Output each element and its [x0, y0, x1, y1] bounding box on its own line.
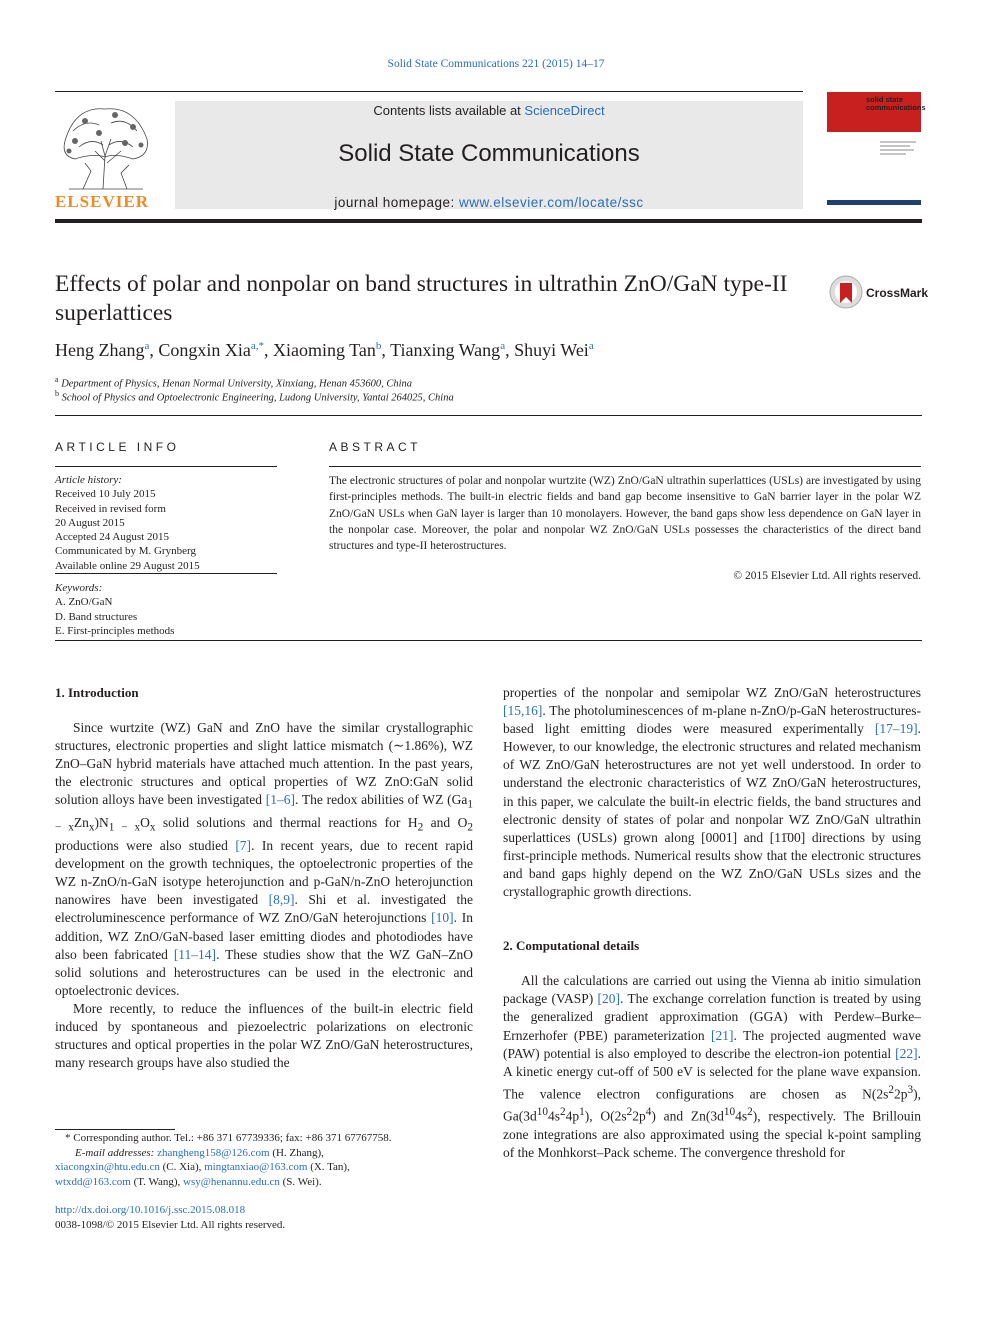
- corresponding-note: * Corresponding author. Tel.: +86 371 67739336; fax: +86 371 67767758.: [65, 1132, 392, 1144]
- comp-paragraph-1: All the calculations are carried out using the Vienna ab initio simulation package (VASP) [20]. The exchange correlation function is treated by using the generalized gradient approximation (GGA) with Perdew–Burke–Ernzerhofer (PBE) parameterization [21]. The projected augmented wave (PAW) potential is also employed to describe the electron-ion potential [22]. A kinetic energy cut-off of 500 eV is selected for the plane wave expansion. The valence electron configurations are chosen as $N(2s^22p^3)$, $Ga(3d^{10}4s^24p^1)$, $O(2s^22p^4)$ and $Zn(3d^{10}4s^2)$, respectively. The Brillouin zone integrations are also approximated using the special k-point sampling of the Monhkorst–Pack scheme. The convergence threshold for: [503, 973, 921, 1161]
- abstract-text: The electronic structures of polar and nonpolar wurtzite (WZ) ZnO/GaN ultrathin superlattices (USLs) are investigated by using first-principles methods. The built-in electric fields and band gap become insensitive to GaN barrier layer in the polar WZ ZnO/GaN USLs when GaN layer is larger than 10 monolayers. However, the band gaps show less dependence on GaN layer in the nonpolar case. Moreover, the polar and nonpolar WZ ZnO/GaN USLs possesses the characteristics of the direct band structures and type-II heterostructures.: [329, 475, 921, 553]
- citation-link[interactable]: [21]: [711, 1027, 734, 1043]
- body-text: ), respectively. The Brillouin zone integrations are also approximated using the special k-point sampling of the Monhkorst–Pack scheme. The convergence threshold for: [503, 1108, 921, 1161]
- email-line: [55, 1160, 475, 1175]
- citation-link[interactable]: [20]: [597, 991, 620, 1007]
- email-owner: (H. Zhang),: [272, 1146, 324, 1159]
- abstract-bottom-rule: [55, 640, 922, 641]
- homepage-prefix: journal homepage:: [334, 195, 460, 210]
- citation-link[interactable]: [10]: [431, 910, 454, 926]
- body-text: . In addition, WZ ZnO/GaN-based laser emitting diodes and photodiodes have also been fabricated: [55, 910, 473, 962]
- citation-link[interactable]: [17–19]: [874, 721, 918, 737]
- body-text: . However, to our knowledge, the electronic structures and related mechanism of WZ ZnO/GaN heterostructures are not yet well understood. In order to understand the electronic characteristics of WZ ZnO/GaN heterostructures, in this paper, we calculate the built-in electric fields, the band structures and electronic density of states of polar and nonpolar WZ ZnO/GaN ultrathin superlattices (USLs) grown along [0001] and [11̄00] directions by using first-principle methods. Numerical results show that the electronic structures and band gaps highly depend on the WZ ZnO/GaN USLs sizes and the crystallographic growth directions.: [503, 721, 921, 900]
- author-name: Heng Zhang: [55, 340, 145, 360]
- email-link[interactable]: wtxdd@163.com: [55, 1175, 131, 1188]
- body-text: . Shi et al. investigated the electroluminescence performance of WZ ZnO/GaN heterojunctions: [55, 892, 473, 926]
- email-line: [55, 1146, 475, 1161]
- citation-link[interactable]: [22]: [895, 1045, 918, 1061]
- email-owner: (C. Xia),: [162, 1161, 202, 1174]
- body-text: . The exchange correlation function is treated by using the generalized gradient approximation (GGA) with Perdew–Burke–Ernzerhofer (PBE) parameterization: [503, 991, 921, 1043]
- body-text: productions were also studied: [55, 838, 236, 854]
- email-owner: (S. Wei).: [282, 1175, 322, 1188]
- email-owner: (T. Wang),: [133, 1175, 181, 1188]
- homepage-link[interactable]: www.elsevier.com/locate/ssc: [459, 195, 644, 210]
- body-text: . The projected augmented wave (PAW) potential is also employed to describe the electron-ion potential: [503, 1027, 921, 1061]
- author-name: Tianxing Wang: [390, 340, 501, 360]
- author-name: Shuyi Wei: [514, 340, 589, 360]
- body-text: . The redox abilities of WZ (Ga: [295, 792, 468, 808]
- email-owner: (X. Tan),: [310, 1161, 350, 1174]
- article-info-heading: ARTICLE INFO: [55, 440, 180, 454]
- article-history: [55, 473, 277, 573]
- history-label: Article history:: [55, 474, 122, 486]
- history-item: Received in revised form: [55, 502, 166, 515]
- body-text: solid solutions and thermal reactions for H: [155, 815, 418, 831]
- cover-bottom-band: [827, 200, 921, 205]
- cover-title: solid state communications: [866, 95, 926, 112]
- history-item: Received 10 July 2015: [55, 488, 156, 501]
- citation-link[interactable]: [8,9]: [268, 892, 295, 908]
- author-name: Xiaoming Tan: [273, 340, 376, 360]
- history-item: Accepted 24 August 2015: [55, 531, 169, 544]
- contents-prefix: Contents lists available at: [373, 103, 525, 118]
- crossmark-icon[interactable]: [829, 275, 863, 309]
- history-item: Available online 29 August 2015: [55, 559, 200, 572]
- body-text: . These studies show that the WZ GaN–ZnO solid solutions and heterostructures can be used in the electronic and optoelectronic devices.: [55, 946, 473, 998]
- section-heading-introduction: 1. Introduction: [55, 685, 139, 700]
- author-affiliation-mark[interactable]: a: [144, 340, 150, 352]
- email-line: [55, 1175, 475, 1190]
- author-affiliation-mark[interactable]: a: [500, 340, 506, 352]
- author-affiliation-mark[interactable]: a: [588, 340, 594, 352]
- sciencedirect-link[interactable]: ScienceDirect: [524, 103, 605, 118]
- abstract-rule: [329, 466, 921, 467]
- corresponding-text: Corresponding author. Tel.: +86 371 67739336; fax: +86 371 67767758.: [73, 1132, 392, 1144]
- keyword: E. First-principles methods: [55, 624, 175, 637]
- keyword: D. Band structures: [55, 610, 138, 623]
- elsevier-logo: [55, 101, 155, 191]
- article-title: Effects of polar and nonpolar on band structures in ultrathin ZnO/GaN type-II superlattices: [55, 271, 788, 326]
- citation-link[interactable]: [11–14]: [173, 946, 217, 962]
- affiliation-rule: [55, 415, 922, 416]
- history-rule: [55, 573, 277, 574]
- keywords: [55, 581, 277, 638]
- doi-link[interactable]: http://dx.doi.org/10.1016/j.ssc.2015.08.018: [55, 1204, 246, 1217]
- author-affiliation-mark[interactable]: a,*: [250, 340, 265, 352]
- crossmark-label[interactable]: CrossMark: [866, 286, 929, 300]
- abstract-copyright: © 2015 Elsevier Ltd. All rights reserved.: [733, 570, 921, 582]
- email-link[interactable]: mingtanxiao@163.com: [204, 1161, 308, 1174]
- author-affiliation-mark[interactable]: b: [375, 340, 382, 352]
- affiliation-mark: a: [55, 375, 59, 384]
- body-text: and O: [423, 815, 468, 831]
- left-column: [55, 684, 473, 1072]
- abstract-heading: ABSTRACT: [329, 440, 422, 454]
- author-list: Heng Zhang$^a$, Congxin Xia$^{a,*}$, Xiaoming Tan$^b$, Tianxing Wang$^a$, Shuyi Wei$^a$: [55, 340, 594, 360]
- right-column: [503, 684, 921, 1162]
- affiliation-text: School of Physics and Optoelectronic Engineering, Ludong University, Yantai 264025, China: [61, 392, 454, 404]
- affiliation: [55, 387, 755, 406]
- affiliation-mark: b: [55, 389, 59, 398]
- footnote-rule: [55, 1129, 175, 1130]
- author-name: Congxin Xia: [158, 340, 251, 360]
- section-heading-computational: 2. Computational details: [503, 938, 640, 954]
- keyword: A. ZnO/GaN: [55, 596, 113, 609]
- history-item: 20 August 2015: [55, 516, 125, 529]
- header-bottom-rule: [55, 219, 922, 223]
- body-text: . In recent years, due to recent rapid development on the growth techniques, the optoelectronic properties of the WZ n-ZnO/n-GaN isotype heterojunction and p-GaN/n-ZnO heterojunction nanowires have been investigated: [55, 838, 474, 908]
- email-link[interactable]: zhangheng158@126.com: [157, 1146, 270, 1159]
- citation-link[interactable]: [1–6]: [265, 792, 295, 808]
- issn-line: 0038-1098/© 2015 Elsevier Ltd. All rights reserved.: [55, 1218, 286, 1231]
- header-top-rule: [55, 91, 803, 92]
- body-text: All the calculations are carried out using the Vienna ab initio simulation package (VASP): [503, 973, 921, 1007]
- homepage-line: [175, 195, 803, 210]
- intro-paragraph-3: [503, 684, 921, 901]
- email-link[interactable]: xiacongxin@htu.edu.cn: [55, 1161, 160, 1174]
- email-link[interactable]: wsy@henannu.edu.cn: [183, 1175, 280, 1188]
- article-info-rule: [55, 466, 277, 467]
- body-text: Since wurtzite (WZ) GaN and ZnO have the similar crystallographic structures, electronic properties and slight lattice mismatch (∼1.86%), WZ ZnO–GaN hybrid materials have attached much attention. In the past years, the electronic structures and optical properties of WZ ZnO:GaN solid solution alloys have been investigated: [55, 720, 473, 808]
- citation-link[interactable]: [7]: [235, 838, 252, 854]
- intro-paragraph-2: More recently, to reduce the influences of the built-in electric field induced by spontaneous and piezoelectric polarizations on electronic structures and optical properties in the polar WZ ZnO/GaN heterostructures, many research groups have also studied the: [55, 1000, 473, 1071]
- citation-link[interactable]: [15,16]: [503, 703, 543, 719]
- journal-citation[interactable]: Solid State Communications 221 (2015) 14–17: [387, 58, 605, 70]
- journal-title: Solid State Communications: [338, 140, 640, 167]
- cover-fine-print: [880, 140, 916, 158]
- footnote-block: [55, 1131, 475, 1233]
- contents-line: [175, 103, 803, 118]
- affiliation-text: Department of Physics, Henan Normal University, Xinxiang, Henan 453600, China: [61, 378, 413, 390]
- body-text: . A kinetic energy cut-off of 500 eV is selected for the plane wave expansion. The valence electron configurations are chosen as N(2s: [503, 1045, 921, 1102]
- elsevier-tree-icon: [55, 101, 155, 191]
- history-item: Communicated by M. Grynberg: [55, 545, 196, 558]
- body-text: properties of the nonpolar and semipolar WZ ZnO/GaN heterostructures: [503, 685, 921, 700]
- body-text: . The photoluminescences of m-plane n-ZnO/p-GaN heterostructures-based light emitting diodes were measured experimentally: [503, 703, 921, 737]
- publisher-logo-text: ELSEVIER: [55, 192, 149, 211]
- email-label: E-mail addresses:: [75, 1146, 155, 1159]
- keywords-label: Keywords:: [55, 582, 103, 594]
- intro-paragraph-1: Since wurtzite (WZ) GaN and ZnO have the similar crystallographic structures, electronic properties and slight lattice mismatch (∼1.86%), WZ ZnO–GaN hybrid materials have attached much attention. In the past years, the electronic structures and optical properties of WZ ZnO:GaN solid solution alloys have been investigated [1–6]. The redox abilities of WZ $(Ga_{1 - x}Zn_x)N_{1 - x}O_x$ solid solutions and thermal reactions for $H_2$ and $O_2$ productions were also studied [7]. In recent years, due to recent rapid development on the growth techniques, the optoelectronic properties of the WZ n-ZnO/n-GaN isotype heterojunction and p-GaN/n-ZnO heterojunction nanowires have been investigated [8,9]. Shi et al. investigated the electroluminescence performance of WZ ZnO/GaN heterojunctions [10]. In addition, WZ ZnO/GaN-based laser emitting diodes and photodiodes have also been fabricated [11–14]. These studies show that the WZ GaN–ZnO solid solutions and heterostructures can be used in the electronic and optoelectronic devices.: [55, 720, 474, 998]
